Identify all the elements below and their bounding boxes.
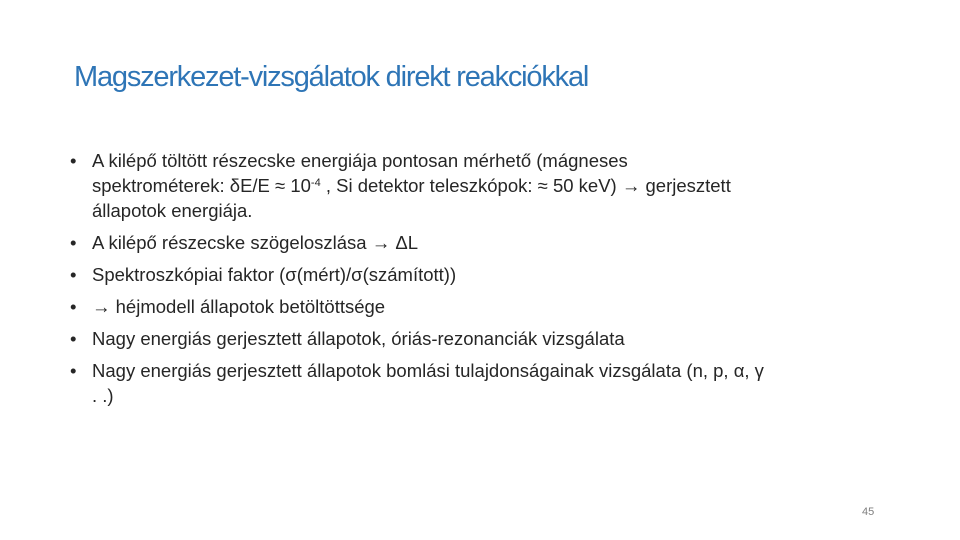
bullet-line: . .) (92, 385, 114, 406)
bullet-item-angular-distribution (70, 230, 910, 255)
bullet-line: A kilépő töltött részecske energiája pontosan mérhető (mágneses (92, 150, 628, 171)
exponent: -4 (310, 177, 321, 189)
bullet-line: Nagy energiás gerjesztett állapotok, óriás-rezonanciák vizsgálata (92, 328, 625, 349)
bullet-item-spectroscopic-factor (70, 262, 910, 287)
bullet-line (92, 173, 910, 198)
bullet-marker: • (70, 264, 77, 285)
page-number: 45 (862, 506, 875, 518)
bullet-marker: • (70, 232, 77, 253)
bullet-list (70, 148, 910, 415)
bullet-item-shell-model (70, 294, 910, 319)
bullet-line: → héjmodell állapotok betöltöttsége (92, 296, 386, 317)
bullet-marker: • (70, 150, 77, 171)
bullet-text-fragment: , Si detektor teleszkópok: ≈ 50 keV) → gerjesztett (320, 175, 731, 196)
bullet-line: Nagy energiás gerjesztett állapotok bomlási tulajdonságainak vizsgálata (n, p, α, γ (92, 360, 764, 381)
bullet-line: Spektroszkópiai faktor (σ(mért)/σ(számított)) (92, 264, 457, 285)
bullet-line: A kilépő részecske szögeloszlása → ΔL (92, 232, 418, 253)
bullet-item-decay-properties (70, 358, 910, 408)
bullet-line: állapotok energiája. (92, 200, 253, 221)
slide-title: Magszerkezet-vizsgálatok direkt reakciókkal (74, 61, 589, 93)
bullet-item-giant-resonance (70, 326, 910, 351)
bullet-item-energy (70, 148, 910, 223)
bullet-marker: • (70, 360, 77, 381)
bullet-text-fragment: spektrométerek: δE/E ≈ 10 (92, 175, 311, 196)
bullet-marker: • (70, 296, 77, 317)
bullet-marker: • (70, 328, 77, 349)
